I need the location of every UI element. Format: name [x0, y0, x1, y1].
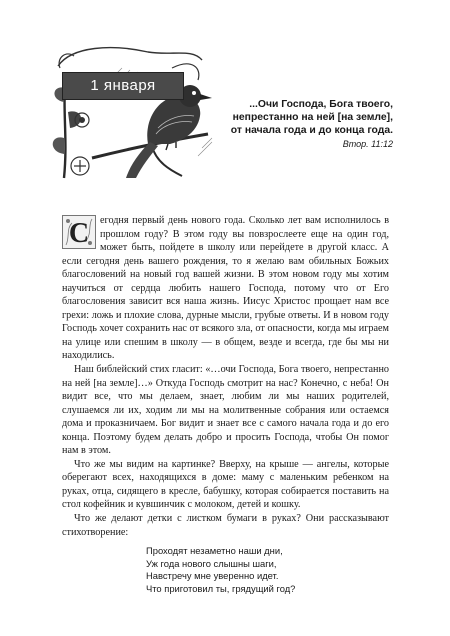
date-banner	[62, 72, 184, 100]
date-label: 1 января	[90, 77, 156, 94]
epigraph-line: от начала года и до конца года.	[230, 125, 393, 136]
epigraph-line: непрестанно на ней [на земле],	[232, 112, 393, 123]
poem-line: Проходят незаметно наши дни,	[146, 545, 283, 557]
paragraph: Что же делают детки с листком бумаги в руках? Они рассказывают стихотворение:	[62, 513, 389, 538]
poem-line: Навстречу мне уверенно идет.	[146, 570, 279, 582]
poem	[146, 545, 389, 595]
article-body	[62, 214, 389, 596]
paragraph: Наш библейский стих гласит: «…очи Господа, Бога твоего, непрестанно на ней [на земле]…» Откуда Господь смотрит на нас? Конечно, с неба! Он видит все, что мы делаем, знает, любим ли мы наших родителей, слушаемся ли их, ходим ли мы на молитвенные собрания или остаемся дома и проказничаем. Бог видит и знает все с самого начала года и до его конца. Поэтому будем делать добро и просить Господа, чтобы Он помог нам в этом.	[62, 364, 389, 457]
poem-line: Что приготовил ты, грядущий год?	[146, 582, 296, 594]
epigraph-line: ...Очи Господа, Бога твоего,	[249, 99, 393, 110]
paragraph: Что же мы видим на картинке? Вверху, на крыше — ангелы, которые оберегают всех, находящихся в доме: маму с маленьким ребенком на руках, отца, сидящего в кресле, бабушку, которая собирается поставить на стол кофейник и кувшинчик с молоком, детей и кошку.	[62, 458, 389, 511]
epigraph	[193, 98, 393, 151]
poem-line: Уж года нового слышны шаги,	[146, 557, 277, 569]
ornamental-dropcap-icon	[62, 215, 96, 249]
first-paragraph	[62, 214, 389, 363]
first-paragraph-text: егодня первый день нового года. Сколько лет вам исполнилось в прошлом году? В этом году вы повзрослеете еще на один год, может быть, пойдете в школу или перейдете в другой класс. А если сегодня день вашего рождения, то я желаю вам обильных Божьих благословений на новый год вашей жизни. В этом новом году мы хотим научиться от сердца любить нашего Господа, потому что от Его благословения зависит вся наша жизнь. Иисус Христос прощает нам все грехи: ложь и плохие слова, дурные мысли, грубые ответы. И в новом году Господь хочет сохранить нас от всякого зла, от опасности, когда мы играем на улице или спешим в школу — в общем, везде и всегда, где бы мы ни находились.	[62, 215, 389, 362]
epigraph-reference: Втор. 11:12	[342, 139, 393, 149]
dropcap-letter: С	[68, 218, 90, 249]
